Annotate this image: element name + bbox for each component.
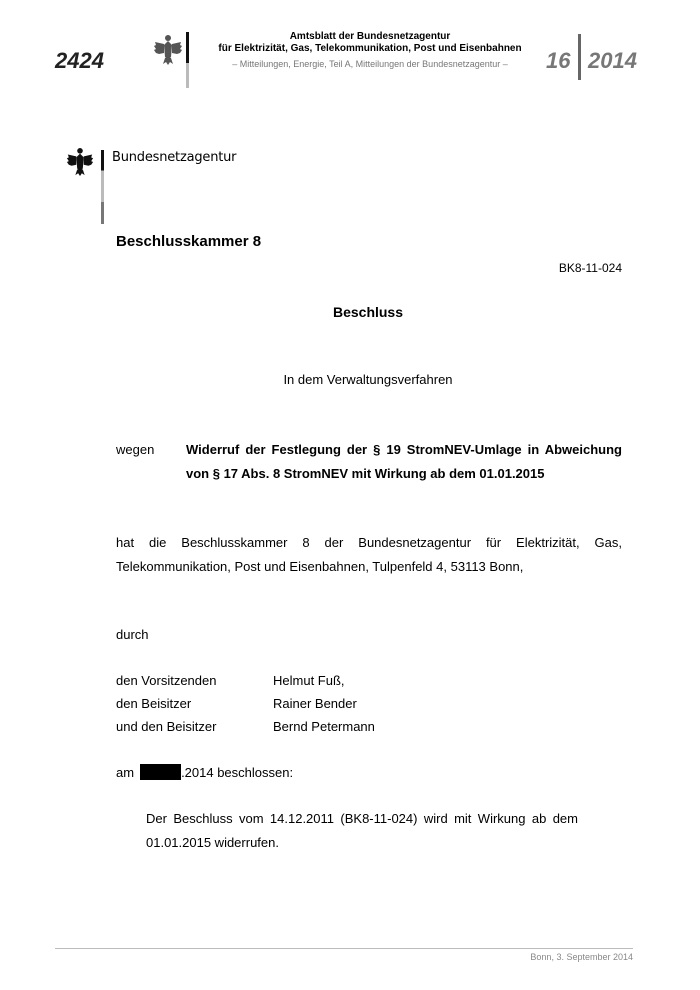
agency-name: Bundesnetzagentur — [112, 150, 237, 165]
issue-year: 2014 — [588, 48, 637, 73]
redacted-date — [140, 764, 181, 780]
member-name: Bernd Petermann — [273, 719, 375, 734]
member-name: Rainer Bender — [273, 696, 357, 711]
footer-divider — [55, 948, 633, 949]
header-subtitle: für Elektrizität, Gas, Telekommunikation, Post und Eisenbahnen — [218, 43, 522, 54]
intro-text: In dem Verwaltungsverfahren — [283, 372, 453, 387]
member-role: den Vorsitzenden — [116, 673, 217, 688]
decision-date-prefix: am — [116, 765, 135, 780]
eagle-icon — [153, 33, 183, 67]
authority-paragraph: hat die Beschlusskammer 8 der Bundesnetzagentur für Elektrizität, Gas, Telekommunikation, Post und Eisenbahnen, Tulpenfeld 4, 53113 Bonn, — [116, 535, 622, 574]
chamber-heading: Beschlusskammer 8 — [116, 233, 262, 250]
logo-divider — [101, 150, 104, 224]
header-section: – Mitteilungen, Energie, Teil A, Mitteilungen der Bundesnetzagentur – — [232, 59, 508, 69]
issue-number: 16 — [546, 48, 571, 73]
member-name: Helmut Fuß, — [273, 673, 345, 688]
decision-date-suffix: .2014 beschlossen: — [181, 765, 294, 780]
durch-label: durch — [116, 627, 149, 642]
decision-date-line — [116, 761, 293, 785]
member-role: den Beisitzer — [116, 696, 192, 711]
subject-text: Widerruf der Festlegung der § 19 StromNEV-Umlage in Abweichung von § 17 Abs. 8 StromNEV mit Wirkung ab dem 01.01.2015 — [186, 442, 622, 481]
subject-label: wegen — [116, 442, 155, 457]
header-divider — [186, 32, 189, 88]
document-title: Beschluss — [332, 304, 404, 320]
reference-number: BK8-11-024 — [558, 261, 622, 275]
decision-text: Der Beschluss vom 14.12.2011 (BK8-11-024) wird mit Wirkung ab dem 01.01.2015 widerrufen. — [146, 811, 578, 850]
header-title: Amtsblatt der Bundesnetzagentur — [289, 31, 451, 42]
eagle-icon — [66, 146, 94, 178]
issue-divider — [578, 34, 581, 80]
page-number: 2424 — [55, 48, 104, 73]
footer-date: Bonn, 3. September 2014 — [530, 952, 633, 962]
member-role: und den Beisitzer — [116, 719, 217, 734]
